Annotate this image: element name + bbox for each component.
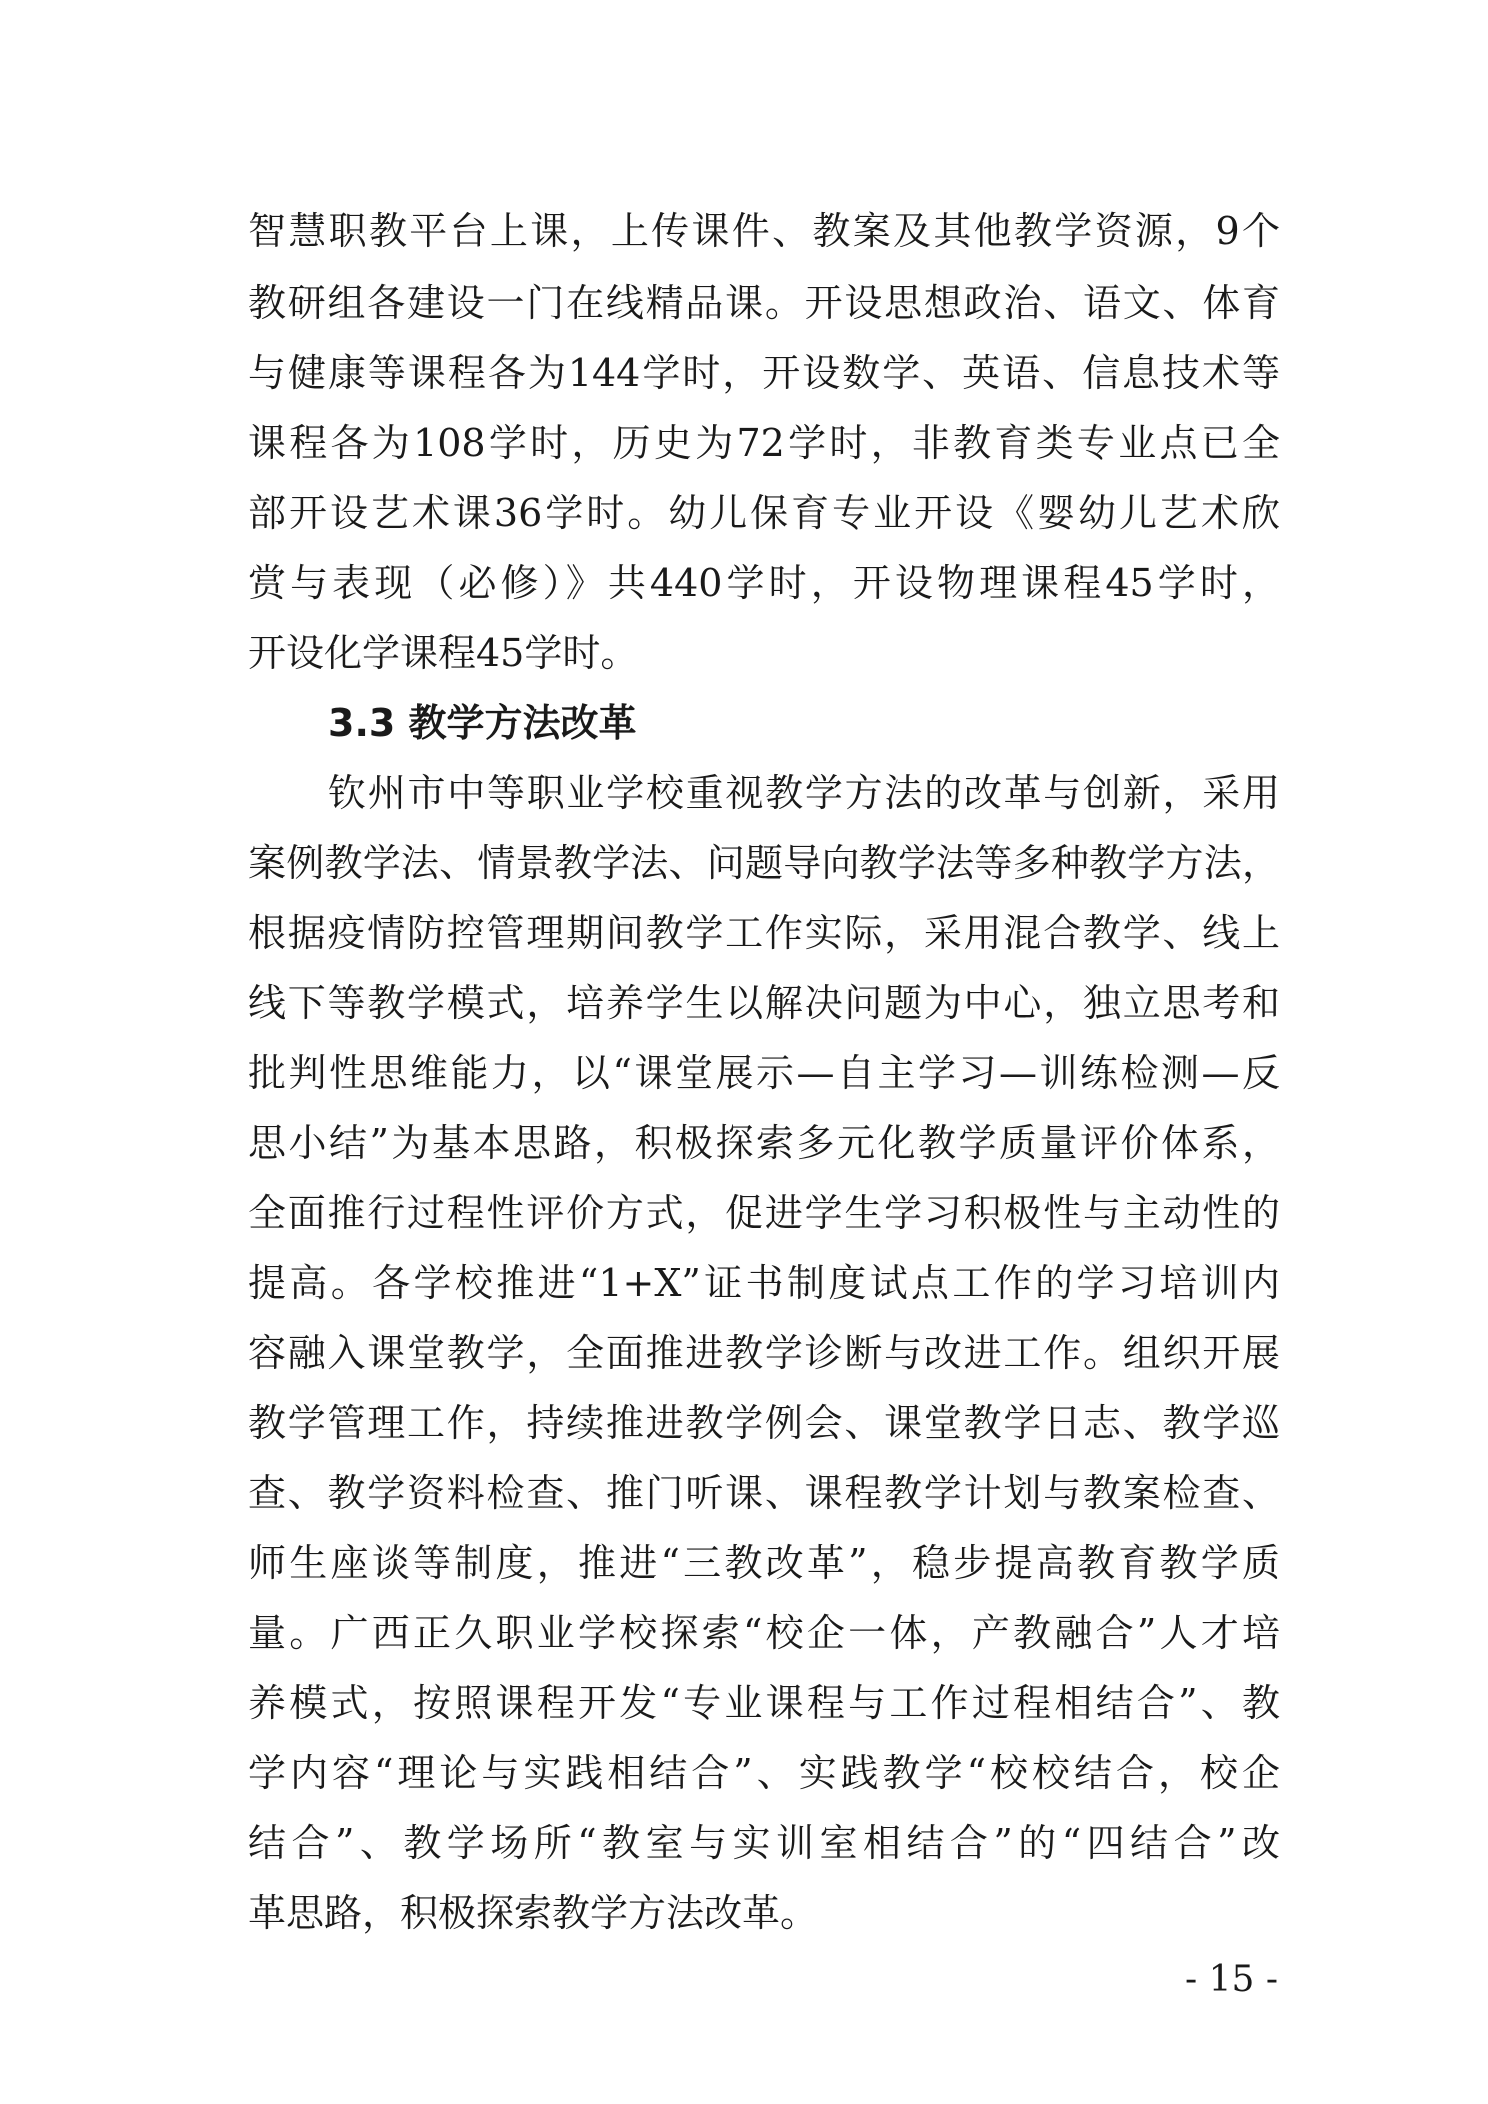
paragraph-line: 结合”、教学场所“教室与实训室相结合”的“四结合”改 xyxy=(248,1821,1280,1865)
paragraph-line: 根据疫情防控管理期间教学工作实际，采用混合教学、线上 xyxy=(248,911,1280,955)
paragraph-line: 批判性思维能力，以“课堂展示—自主学习—训练检测—反 xyxy=(248,1051,1280,1095)
paragraph-line: 教学管理工作，持续推进教学例会、课堂教学日志、教学巡 xyxy=(248,1401,1280,1445)
body-text-line: 开设化学课程45学时。 xyxy=(248,631,639,675)
paragraph-line: 容融入课堂教学，全面推进教学诊断与改进工作。组织开展 xyxy=(248,1331,1280,1375)
paragraph-line: 案例教学法、情景教学法、问题导向教学法等多种教学方法， xyxy=(248,841,1280,885)
body-text-line: 智慧职教平台上课，上传课件、教案及其他教学资源，9个 xyxy=(248,209,1280,253)
page-number: - 15 - xyxy=(1185,1959,1279,2000)
body-text-line: 课程各为108学时，历史为72学时，非教育类专业点已全 xyxy=(248,421,1280,465)
body-text-line: 赏与表现（必修）》共440学时，开设物理课程45学时， xyxy=(248,561,1280,605)
paragraph-line: 线下等教学模式，培养学生以解决问题为中心，独立思考和 xyxy=(248,981,1280,1025)
paragraph-line: 养模式，按照课程开发“专业课程与工作过程相结合”、教 xyxy=(248,1681,1280,1725)
section-heading: 3.3 教学方法改革 xyxy=(328,701,637,745)
paragraph-line: 查、教学资料检查、推门听课、课程教学计划与教案检查、 xyxy=(248,1471,1280,1515)
body-text-line: 与健康等课程各为144学时，开设数学、英语、信息技术等 xyxy=(248,351,1280,395)
body-text-line: 教研组各建设一门在线精品课。开设思想政治、语文、体育 xyxy=(248,281,1280,325)
paragraph-line: 量。广西正久职业学校探索“校企一体，产教融合”人才培 xyxy=(248,1611,1280,1655)
paragraph-line: 提高。各学校推进“1+X”证书制度试点工作的学习培训内 xyxy=(248,1261,1280,1305)
paragraph-line: 学内容“理论与实践相结合”、实践教学“校校结合，校企 xyxy=(248,1751,1280,1795)
paragraph-line: 革思路，积极探索教学方法改革。 xyxy=(248,1891,819,1935)
paragraph-line: 钦州市中等职业学校重视教学方法的改革与创新，采用 xyxy=(328,771,1280,815)
paragraph-line: 全面推行过程性评价方式，促进学生学习积极性与主动性的 xyxy=(248,1191,1280,1235)
paragraph-line: 师生座谈等制度，推进“三教改革”，稳步提高教育教学质 xyxy=(248,1541,1280,1585)
paragraph-line: 思小结”为基本思路，积极探索多元化教学质量评价体系， xyxy=(248,1121,1280,1165)
body-text-line: 部开设艺术课36学时。幼儿保育专业开设《婴幼儿艺术欣 xyxy=(248,491,1280,535)
